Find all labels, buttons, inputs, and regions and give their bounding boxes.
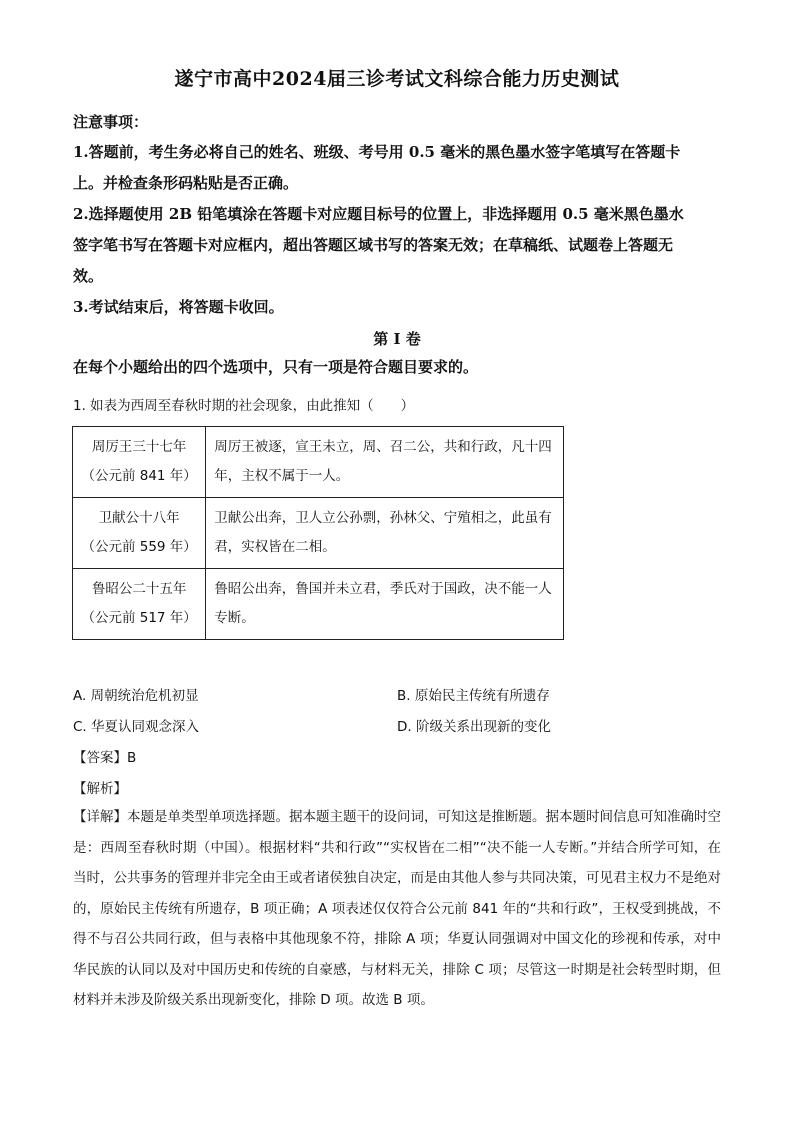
table-row	[73, 427, 564, 498]
exam-title: 遂宁市高中2024届三诊考试文科综合能力历史测试	[174, 68, 620, 90]
answer-label: 【答案】B	[73, 750, 137, 766]
section-title: 第 I 卷	[373, 330, 421, 348]
time-label: 鲁昭公二十五年	[91, 581, 187, 597]
notice-line-6: 3.考试结束后，将答题卡收回。	[73, 298, 284, 316]
year-label: （公元前 841 年）	[81, 468, 197, 484]
detail-paragraph: 【详解】本题是单类型单项选择题。据本题主题干的设问词，可知这是推断题。据本题时间信息可知准确时空是：西周至春秋时期（中国）。根据材料“共和行政”“实权皆在二相”“决不能一人专断。”并结合所学可知，在当时，公共事务的管理并非完全由王或者诸侯独自决定，而是由其他人参与共同决策，可见君主权力不是绝对的，原始民主传统有所遗存，B 项正确；A 项表述仅仅符合公元前 841 年的“共和行政”，王权受到挑战，不得不与召公共同行政，但与表格中其他现象不符，排除 A 项；华夏认同强调对中国文化的珍视和传承，对中华民族的认同以及对中国历史和传统的自豪感，与材料无关，排除 C 项；尽管这一时期是社会转型时期，但材料并未涉及阶级关系出现新变化，排除 D 项。故选 B 项。	[73, 809, 721, 1008]
analysis-label: 【解析】	[73, 781, 127, 797]
instruction: 在每个小题给出的四个选项中，只有一项是符合题目要求的。	[73, 358, 479, 376]
notice-line-4: 签字笔书写在答题卡对应框内，超出答题区域书写的答案无效；在草稿纸、试题卷上答题无	[73, 236, 674, 254]
option-b: B. 原始民主传统有所遗存	[397, 688, 550, 704]
table-cell-time	[73, 427, 206, 498]
notice-line-3: 2.选择题使用 2B 铅笔填涂在答题卡对应题目标号的位置上，非选择题用 0.5 毫米黑色墨水	[73, 205, 684, 223]
history-table	[72, 426, 564, 640]
table-cell-text: 周厉王被逐，宣王未立，周、召二公，共和行政，凡十四年，主权不属于一人。	[206, 427, 564, 498]
notice-line-5: 效。	[73, 267, 104, 285]
table-cell-text: 鲁昭公出奔，鲁国并未立君，季氏对于国政，决不能一人专断。	[206, 569, 564, 640]
table-row	[73, 498, 564, 569]
table-cell-time	[73, 498, 206, 569]
option-d: D. 阶级关系出现新的变化	[397, 719, 551, 735]
option-c: C. 华夏认同观念深入	[73, 719, 200, 735]
year-label: （公元前 517 年）	[81, 610, 197, 626]
time-label: 周厉王三十七年	[91, 439, 187, 455]
table-cell-time	[73, 569, 206, 640]
table-cell-text: 卫献公出奔，卫人立公孙剽，孙林父、宁殖相之，此虽有君，实权皆在二相。	[206, 498, 564, 569]
table-row	[73, 569, 564, 640]
notice-line-2: 上。并检查条形码粘贴是否正确。	[73, 174, 299, 192]
notice-heading: 注意事项：	[73, 113, 149, 131]
question-stem: 1. 如表为西周至春秋时期的社会现象，由此推知（ ）	[73, 398, 415, 414]
time-label: 卫献公十八年	[98, 510, 180, 526]
option-a: A. 周朝统治危机初显	[73, 688, 199, 704]
year-label: （公元前 559 年）	[81, 539, 197, 555]
notice-line-1: 1.答题前，考生务必将自己的姓名、班级、考号用 0.5 毫米的黑色墨水签字笔填写在答题卡	[73, 143, 681, 161]
